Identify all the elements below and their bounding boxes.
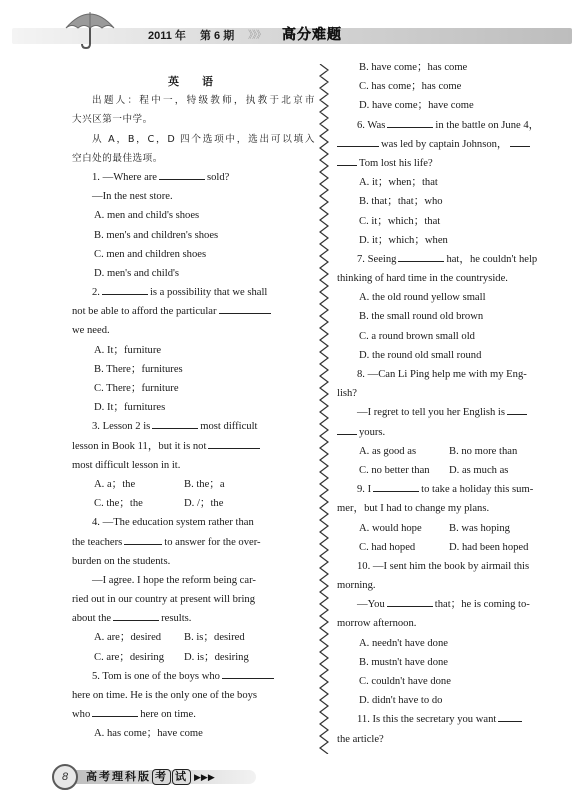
answer-blank	[92, 705, 138, 717]
option: D. have come；have come	[359, 100, 474, 112]
answer-blank	[337, 154, 357, 166]
option: B. that；that；who	[359, 196, 443, 208]
option: C. couldn't have done	[359, 676, 451, 687]
option: D. the round old small round	[359, 349, 482, 361]
question-3	[72, 417, 315, 436]
umbrella-icon	[62, 6, 118, 50]
option: D. men's and child's	[94, 267, 180, 279]
answer-blank	[373, 480, 419, 492]
question-text: here on time. He is the only one of the boys	[72, 690, 258, 701]
question-text: most difficult	[200, 421, 258, 433]
answer-blank	[337, 423, 357, 435]
option: D. as much as	[449, 464, 509, 476]
question-text: is a possibility that we shall	[149, 287, 268, 299]
question-text: the article?	[337, 733, 384, 745]
question-1	[72, 168, 315, 187]
right-column	[337, 58, 571, 749]
question-text: sold?	[207, 171, 230, 183]
option-pair	[337, 519, 571, 538]
answer-blank	[222, 667, 274, 679]
option: B. mustn't have done	[359, 656, 449, 668]
option-pair	[337, 538, 571, 557]
option: A. It；furniture	[94, 344, 162, 356]
question-text: burden on the students.	[72, 555, 171, 567]
option: B. no more than	[449, 445, 518, 457]
left-column	[72, 72, 315, 744]
question-text: the teachers to answer for the over-	[72, 533, 315, 552]
answer-blank	[498, 710, 522, 722]
question-text: morrow afternoon.	[337, 618, 417, 630]
question-10: 10. —I sent him the book by airmail this	[357, 560, 530, 572]
option: A. a；the	[94, 478, 136, 490]
option: D. is；desiring	[184, 651, 249, 663]
answer-blank	[337, 135, 379, 147]
header-year: 2011 年	[148, 30, 186, 42]
footer-arrows-icon: ▶▶▶	[194, 773, 215, 783]
instruction-line: 空白处的最佳选项。	[72, 152, 163, 164]
question-5: 5. Tom is one of the boys who	[72, 667, 315, 686]
question-text: not be able to afford the particular	[72, 302, 315, 321]
answer-blank	[510, 135, 530, 147]
question-text: we need.	[72, 325, 110, 337]
option: A. would hope	[359, 522, 422, 534]
option: B. is；desired	[184, 632, 245, 644]
question-text: ried out in our country at present will bring	[72, 594, 255, 606]
header-arrows-icon: 》》》	[248, 30, 265, 41]
question-text: about the results.	[72, 609, 315, 628]
question-text: —In the nest store.	[92, 191, 173, 203]
question-text: Tom lost his life?	[337, 154, 571, 173]
question-11: 11. Is this the secretary you want	[337, 710, 571, 729]
option: D. it；which；when	[359, 234, 448, 246]
header-brand: 高分难题	[282, 27, 342, 43]
answer-blank	[387, 116, 433, 128]
question-6: 6. Was in the battle on June 4，	[337, 116, 571, 135]
author-line: 出题人：程中一，特级教师，执教于北京市	[92, 95, 315, 107]
option: C. the；the	[94, 498, 143, 510]
question-text: who here on time.	[72, 705, 315, 724]
question-text: —You that；he is coming to-	[337, 595, 571, 614]
answer-blank	[152, 417, 198, 429]
option: B. men's and children's shoes	[94, 229, 219, 241]
option: D. had been hoped	[449, 541, 529, 553]
page-footer	[0, 756, 581, 800]
option: A. has come；have come	[94, 728, 203, 740]
page-header	[0, 0, 581, 58]
option: A. needn't have done	[359, 637, 448, 649]
question-text: lish?	[337, 388, 358, 400]
option-pair	[72, 494, 315, 513]
question-2	[72, 283, 315, 302]
option-pair	[72, 475, 315, 494]
answer-blank	[507, 403, 527, 415]
question-text: yours.	[337, 423, 571, 442]
question-text: —I regret to tell you her English is	[337, 403, 571, 422]
answer-blank	[398, 250, 444, 262]
question-text: morning.	[337, 580, 376, 592]
option-pair	[72, 648, 315, 667]
question-4: 4. —The education system rather than	[92, 517, 254, 529]
option: C. are；desiring	[94, 651, 165, 663]
option: B. the；a	[184, 478, 225, 490]
option: C. had hoped	[359, 541, 416, 553]
question-text: lesson in Book 11，but it is not	[72, 437, 315, 456]
question-7: 7. Seeing hat，he couldn't help	[337, 250, 571, 269]
question-text: thinking of hard time in the countryside.	[337, 273, 508, 285]
option: A. are；desired	[94, 632, 162, 644]
answer-blank	[208, 437, 260, 449]
option: C. no better than	[359, 464, 430, 476]
option: C. has come；has come	[359, 81, 462, 93]
author-line: 大兴区第一中学。	[72, 114, 153, 126]
option: C. men and children shoes	[94, 248, 207, 260]
question-text: 1. —Where are	[92, 171, 157, 183]
question-8: 8. —Can Li Ping help me with my Eng-	[357, 369, 527, 380]
header-issue: 第 6 期	[200, 30, 235, 42]
option: A. it；when；that	[359, 177, 438, 189]
option-pair	[72, 628, 315, 647]
answer-blank	[102, 283, 148, 295]
question-text: 3. Lesson 2 is	[92, 421, 151, 433]
footer-label	[86, 767, 215, 788]
column-divider	[318, 64, 330, 754]
option: A. as good as	[359, 445, 417, 457]
question-number: 2.	[92, 287, 100, 299]
option: A. men and child's shoes	[94, 210, 200, 222]
option: D. didn't have to do	[359, 695, 443, 707]
question-9: 9. I to take a holiday this sum-	[337, 480, 571, 499]
option: C. it；which；that	[359, 215, 441, 227]
answer-blank	[159, 168, 205, 180]
question-text: was led by captain Johnson，	[337, 135, 571, 154]
question-text: —I agree. I hope the reform being car-	[92, 574, 256, 586]
footer-box: 考	[152, 769, 171, 785]
page-number: 8	[52, 764, 78, 790]
option: C. There；furniture	[94, 383, 179, 394]
option: B. There；furnitures	[94, 363, 183, 375]
answer-blank	[113, 609, 159, 621]
question-text: most difficult lesson in it.	[72, 459, 181, 471]
footer-title: 高考理科版	[86, 770, 151, 783]
answer-blank	[387, 595, 433, 607]
instruction-line: 从 A，B，C，D 四个选项中，选出可以填入	[92, 133, 315, 145]
option: D. It；furnitures	[94, 402, 166, 414]
question-text: mer，but I had to change my plans.	[337, 503, 490, 515]
option-pair	[337, 461, 571, 480]
option: A. the old round yellow small	[359, 292, 486, 304]
option: B. was hoping	[449, 522, 510, 534]
option-pair	[337, 442, 571, 461]
option: D. /；the	[184, 498, 224, 510]
option: C. a round brown small old	[359, 330, 475, 342]
footer-box: 试	[172, 769, 191, 785]
option: B. the small round old brown	[359, 311, 484, 323]
answer-blank	[219, 302, 271, 314]
section-title: 英 语	[168, 75, 219, 88]
option: B. have come；has come	[359, 62, 468, 73]
answer-blank	[124, 533, 162, 545]
